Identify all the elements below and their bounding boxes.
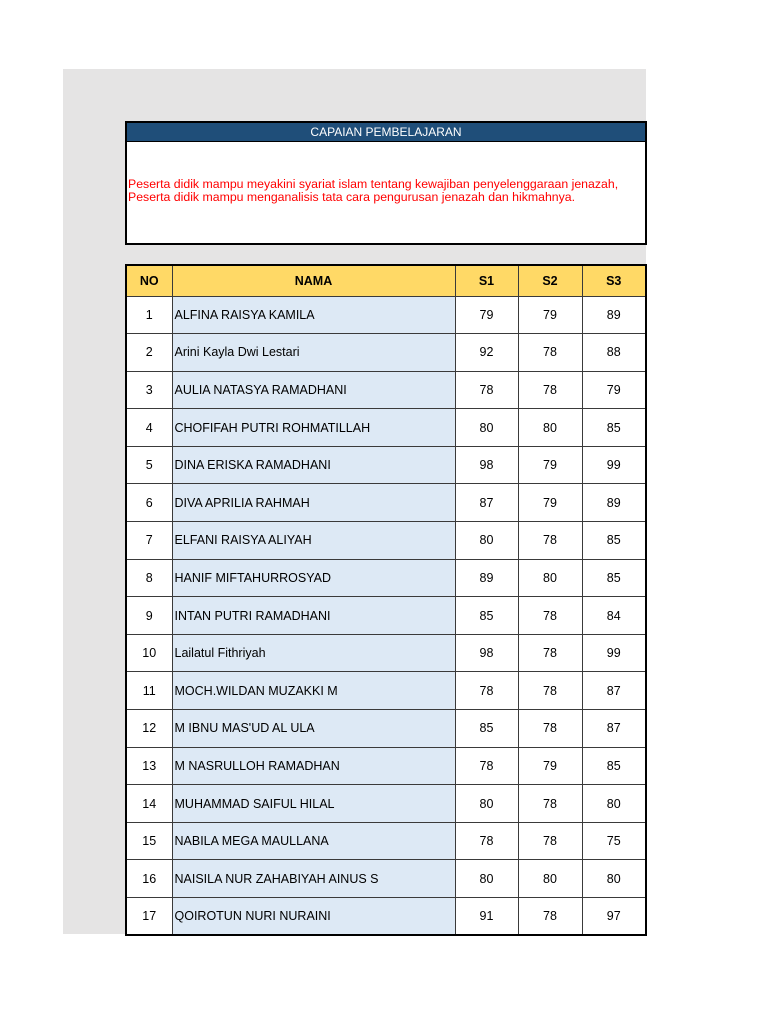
cell-s3: 97 — [582, 898, 646, 936]
cell-no: 11 — [126, 672, 172, 710]
cell-s1: 87 — [455, 484, 518, 522]
cell-s3: 75 — [582, 822, 646, 860]
cell-s3: 80 — [582, 785, 646, 823]
cell-s2: 78 — [518, 334, 582, 372]
cell-nama: Lailatul Fithriyah — [172, 634, 455, 672]
cell-nama: CHOFIFAH PUTRI ROHMATILLAH — [172, 409, 455, 447]
cell-s1: 98 — [455, 634, 518, 672]
cell-s3: 99 — [582, 634, 646, 672]
cell-no: 1 — [126, 296, 172, 334]
cell-nama: Arini Kayla Dwi Lestari — [172, 334, 455, 372]
cell-s1: 78 — [455, 747, 518, 785]
cell-s1: 80 — [455, 785, 518, 823]
table-header-row — [126, 265, 646, 296]
cell-s1: 91 — [455, 898, 518, 936]
cell-no: 17 — [126, 898, 172, 936]
cell-no: 4 — [126, 409, 172, 447]
capaian-line-1: Peserta didik mampu meyakini syariat islam tentang kewajiban penyelenggaraan jenazah, — [128, 177, 619, 191]
cell-nama: MOCH.WILDAN MUZAKKI M — [172, 672, 455, 710]
table-row — [126, 747, 646, 785]
cell-s1: 85 — [455, 597, 518, 635]
header-s2: S2 — [518, 265, 582, 296]
cell-no: 6 — [126, 484, 172, 522]
cell-nama: QOIROTUN NURI NURAINI — [172, 898, 455, 936]
cell-s1: 78 — [455, 672, 518, 710]
cell-nama: DIVA APRILIA RAHMAH — [172, 484, 455, 522]
cell-nama: INTAN PUTRI RAMADHANI — [172, 597, 455, 635]
table-row — [126, 710, 646, 748]
table-row — [126, 296, 646, 334]
cell-nama: ELFANI RAISYA ALIYAH — [172, 522, 455, 560]
cell-s3: 87 — [582, 710, 646, 748]
cell-no: 13 — [126, 747, 172, 785]
cell-no: 10 — [126, 634, 172, 672]
cell-s3: 80 — [582, 860, 646, 898]
cell-s3: 89 — [582, 484, 646, 522]
cell-s3: 99 — [582, 446, 646, 484]
cell-s1: 92 — [455, 334, 518, 372]
cell-nama: MUHAMMAD SAIFUL HILAL — [172, 785, 455, 823]
cell-no: 3 — [126, 371, 172, 409]
table-row — [126, 672, 646, 710]
cell-no: 15 — [126, 822, 172, 860]
table-row — [126, 898, 646, 936]
cell-s2: 78 — [518, 785, 582, 823]
cell-s2: 78 — [518, 597, 582, 635]
cell-no: 14 — [126, 785, 172, 823]
cell-nama: NABILA MEGA MAULLANA — [172, 822, 455, 860]
cell-s1: 89 — [455, 559, 518, 597]
table-row — [126, 822, 646, 860]
cell-s3: 85 — [582, 522, 646, 560]
cell-s1: 78 — [455, 371, 518, 409]
table-row — [126, 597, 646, 635]
cell-s3: 87 — [582, 672, 646, 710]
cell-s2: 80 — [518, 860, 582, 898]
cell-s3: 79 — [582, 371, 646, 409]
cell-s1: 79 — [455, 296, 518, 334]
cell-s3: 85 — [582, 559, 646, 597]
cell-nama: M NASRULLOH RAMADHAN — [172, 747, 455, 785]
cell-s1: 80 — [455, 860, 518, 898]
cell-s2: 78 — [518, 822, 582, 860]
capaian-pembelajaran-box — [125, 121, 647, 245]
cell-s2: 79 — [518, 484, 582, 522]
cell-s3: 85 — [582, 409, 646, 447]
cell-s2: 79 — [518, 446, 582, 484]
table-row — [126, 559, 646, 597]
table-row — [126, 409, 646, 447]
cell-s2: 78 — [518, 898, 582, 936]
cell-s2: 79 — [518, 296, 582, 334]
cell-no: 7 — [126, 522, 172, 560]
header-s3: S3 — [582, 265, 646, 296]
cell-s1: 78 — [455, 822, 518, 860]
cell-s2: 78 — [518, 710, 582, 748]
cell-s3: 88 — [582, 334, 646, 372]
table-row — [126, 522, 646, 560]
cell-s3: 85 — [582, 747, 646, 785]
header-nama: NAMA — [172, 265, 455, 296]
header-no: NO — [126, 265, 172, 296]
table-row — [126, 371, 646, 409]
cell-nama: DINA ERISKA RAMADHANI — [172, 446, 455, 484]
cell-s2: 78 — [518, 371, 582, 409]
table-row — [126, 446, 646, 484]
cell-s2: 80 — [518, 559, 582, 597]
cell-s3: 84 — [582, 597, 646, 635]
cell-s1: 80 — [455, 409, 518, 447]
cell-no: 12 — [126, 710, 172, 748]
cell-nama: NAISILA NUR ZAHABIYAH AINUS S — [172, 860, 455, 898]
cell-s2: 78 — [518, 672, 582, 710]
table-row — [126, 634, 646, 672]
cell-nama: AULIA NATASYA RAMADHANI — [172, 371, 455, 409]
cell-s1: 98 — [455, 446, 518, 484]
cell-s3: 89 — [582, 296, 646, 334]
capaian-line-2: Peserta didik mampu menganalisis tata cara pengurusan jenazah dan hikmahnya. — [128, 190, 576, 204]
cell-s2: 80 — [518, 409, 582, 447]
cell-nama: ALFINA RAISYA KAMILA — [172, 296, 455, 334]
cell-nama: M IBNU MAS'UD AL ULA — [172, 710, 455, 748]
cell-s2: 78 — [518, 522, 582, 560]
cell-no: 5 — [126, 446, 172, 484]
capaian-text — [127, 142, 645, 204]
cell-s1: 85 — [455, 710, 518, 748]
capaian-title: CAPAIAN PEMBELAJARAN — [127, 123, 645, 142]
table-row — [126, 334, 646, 372]
table-row — [126, 484, 646, 522]
cell-no: 8 — [126, 559, 172, 597]
student-score-table — [125, 264, 647, 936]
cell-s2: 78 — [518, 634, 582, 672]
cell-s2: 79 — [518, 747, 582, 785]
header-s1: S1 — [455, 265, 518, 296]
cell-no: 9 — [126, 597, 172, 635]
cell-s1: 80 — [455, 522, 518, 560]
table-row — [126, 860, 646, 898]
cell-no: 2 — [126, 334, 172, 372]
cell-no: 16 — [126, 860, 172, 898]
cell-nama: HANIF MIFTAHURROSYAD — [172, 559, 455, 597]
table-row — [126, 785, 646, 823]
